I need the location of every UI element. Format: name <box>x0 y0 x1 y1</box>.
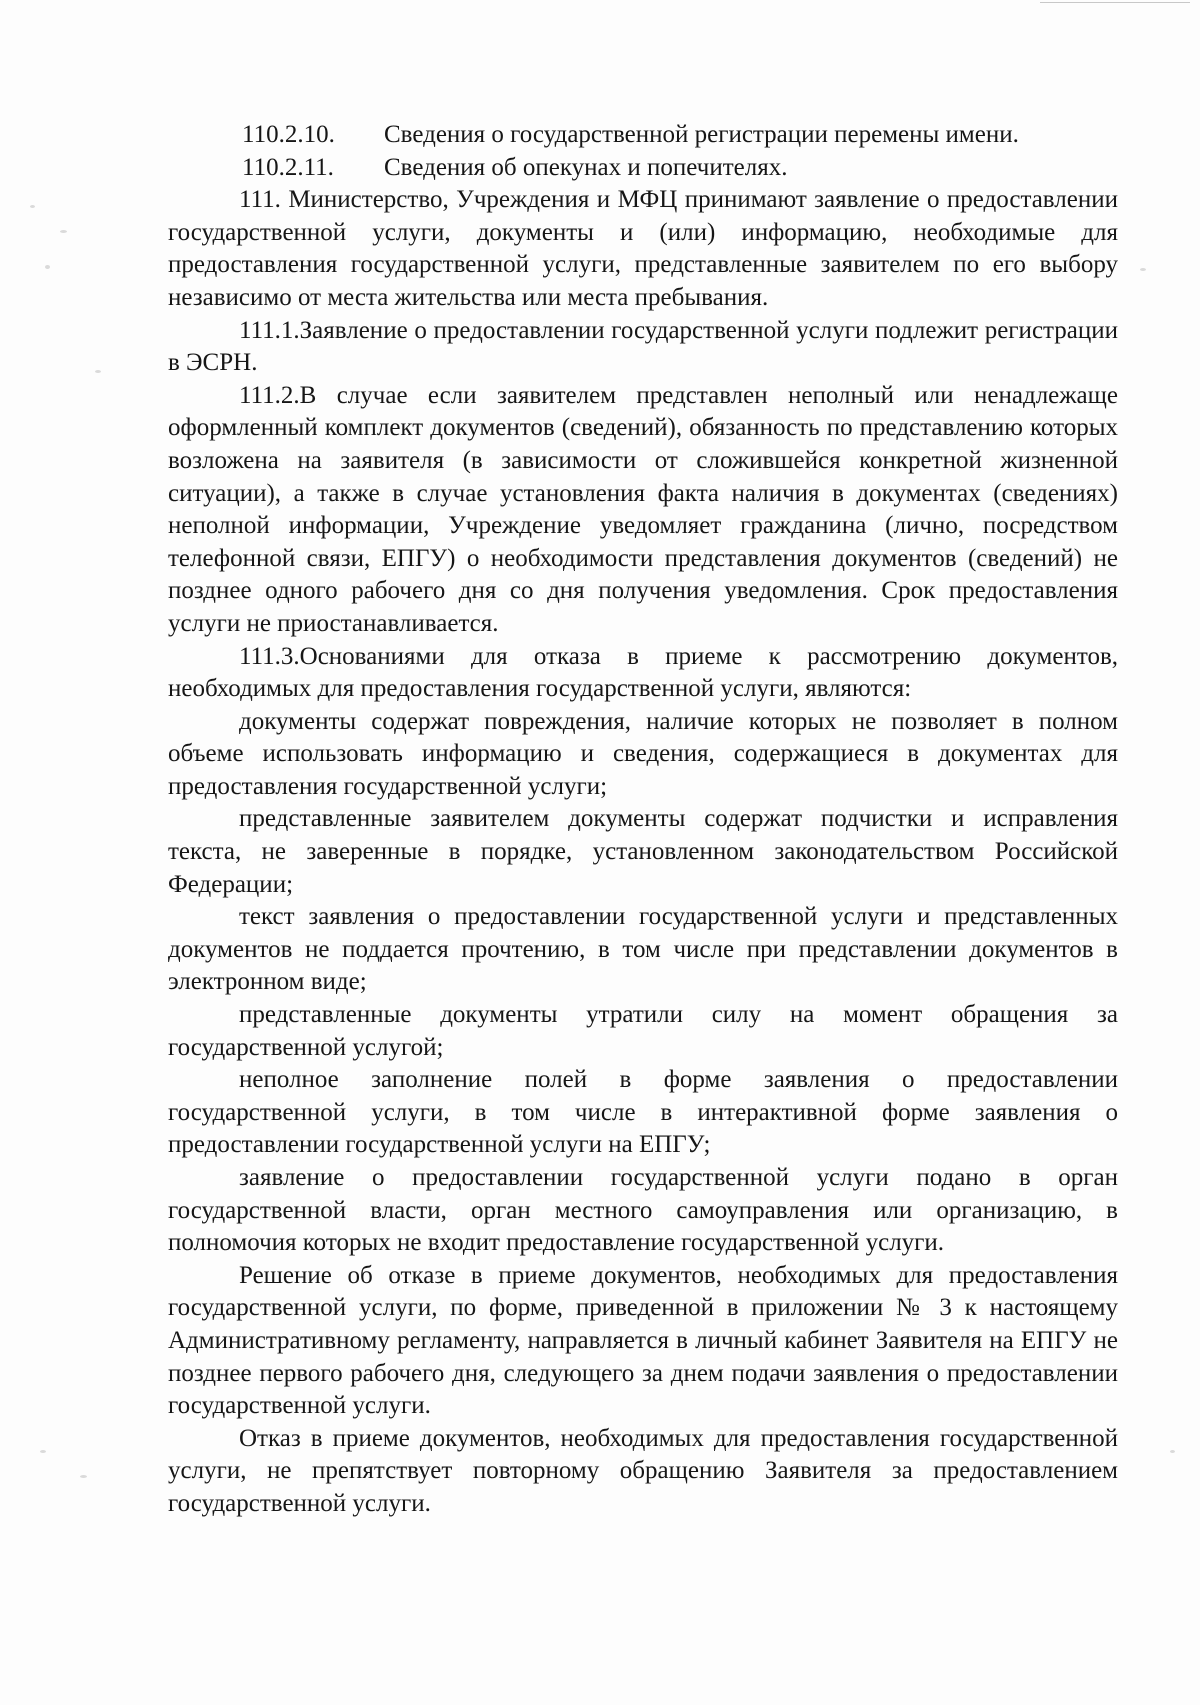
scan-edge-line <box>1040 2 1190 3</box>
scan-speck <box>40 1450 46 1453</box>
item-text: Сведения об опекунах и попечителях. <box>384 153 788 181</box>
scan-speck <box>80 1475 87 1478</box>
paragraph: неполное заполнение полей в форме заявления о предоставлении государственной услуги, в том числе в интерактивной форме заявления о предоставлении государственной услуги на ЕПГУ; <box>168 1066 1118 1159</box>
item-number: 110.2.10. <box>242 121 335 148</box>
document-body <box>168 119 1118 1521</box>
paragraph: заявление о предоставлении государственной услуги подано в орган государственной власти, орган местного самоуправления или организацию, в полномочия которых не входит предоставление государственной услуги. <box>168 1164 1118 1257</box>
scan-speck <box>30 205 35 208</box>
scan-speck <box>1140 268 1146 271</box>
paragraph: 111. Министерство, Учреждения и МФЦ принимают заявление о предоставлении государственной услуги, документы и (или) информацию, необходимые для предоставления государственной услуги, представленные заявителем по его выбору независимо от места жительства или места пребывания. <box>168 186 1118 311</box>
paragraph: документы содержат повреждения, наличие которых не позволяет в полном объеме использовать информацию и сведения, содержащиеся в документах для предоставления государственной услуги; <box>168 707 1118 800</box>
paragraph: текст заявления о предоставлении государственной услуги и представленных документов не поддается прочтению, в том числе при представлении документов в электронном виде; <box>168 903 1118 996</box>
paragraph: 111.1.Заявление о предоставлении государственной услуги подлежит регистрации в ЭСРН. <box>168 316 1118 377</box>
scan-speck <box>60 230 67 233</box>
paragraph: представленные документы утратили силу на момент обращения за государственной услугой; <box>168 1001 1118 1061</box>
paragraph: представленные заявителем документы содержат подчистки и исправления текста, не заверенные в порядке, установленном законодательством Российской Федерации; <box>168 805 1118 898</box>
paragraph: 111.2.В случае если заявителем представлен неполный или ненадлежаще оформленный комплект документов (сведений), обязанность по представлению которых возложена на заявителя (в зависимости от сложившейся конкретной жизненной ситуации), а также в случае установления факта наличия в документах (сведениях) неполной информации, Учреждение уведомляет гражданина (лично, посредством телефонной связи, ЕПГУ) о необходимости представления документов (сведений) не позднее одного рабочего дня со дня получения уведомления. Срок предоставления услуги не приостанавливается. <box>168 381 1118 637</box>
paragraph: Решение об отказе в приеме документов, необходимых для предоставления государственной услуги, по форме, приведенной в приложении № 3 к настоящему Административному регламенту, направляется в личный кабинет Заявителя на ЕПГУ не позднее первого рабочего дня, следующего за днем подачи заявления о предоставлении государственной услуги. <box>168 1261 1118 1420</box>
item-text: Сведения о государственной регистрации перемены имени. <box>384 121 1019 148</box>
paragraph: 111.3.Основаниями для отказа в приеме к рассмотрению документов, необходимых для предоставления государственной услуги, являются: <box>168 642 1118 703</box>
scan-speck <box>45 265 50 269</box>
paragraph: Отказ в приеме документов, необходимых для предоставления государственной услуги, не препятствует повторному обращению Заявителя за предоставлением государственной услуги. <box>168 1424 1118 1517</box>
numbered-item <box>168 119 1118 152</box>
scan-speck <box>1170 1450 1175 1453</box>
scan-speck <box>95 370 101 373</box>
item-number: 110.2.11. <box>242 153 334 181</box>
numbered-item <box>168 152 1118 185</box>
